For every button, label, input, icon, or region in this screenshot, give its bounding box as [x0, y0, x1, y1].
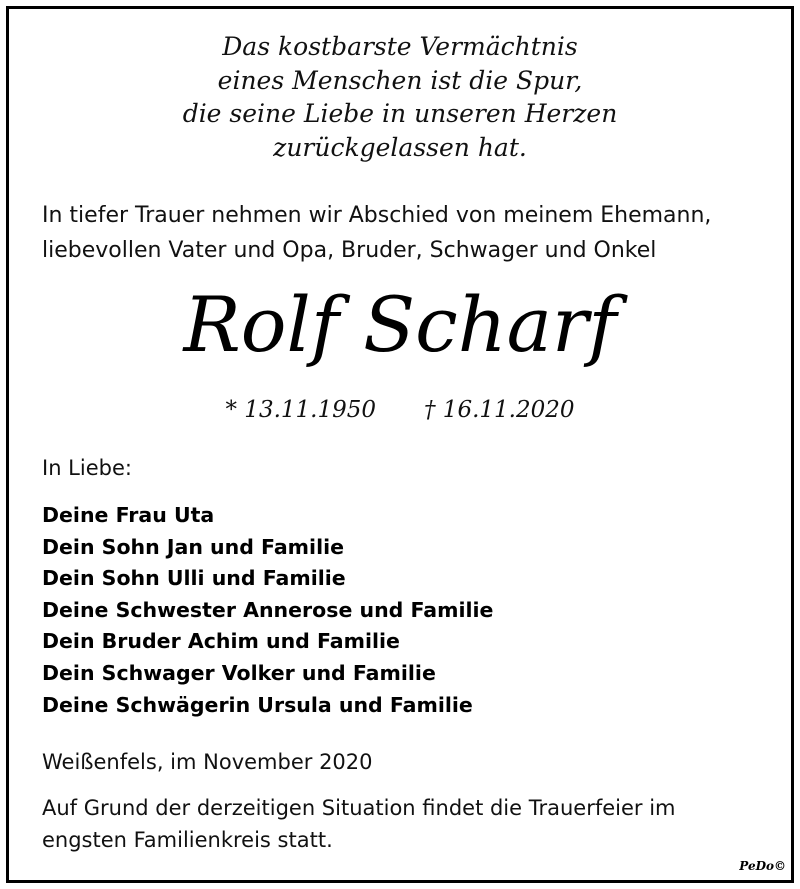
intro-line: liebevollen Vater und Opa, Bruder, Schwager und Onkel: [42, 238, 657, 263]
mourner-entry: Dein Sohn Ulli und Familie: [42, 566, 346, 591]
mourners-list: [42, 500, 493, 721]
place-and-date: Weißenfels, im November 2020: [42, 750, 373, 774]
life-dates: [0, 392, 800, 428]
mourner-entry: Deine Frau Uta: [42, 503, 215, 527]
mourner-entry: Dein Sohn Jan und Familie: [42, 534, 345, 559]
deceased-name: Rolf Scharf: [183, 280, 617, 369]
death-date: † 16.11.2020: [424, 397, 575, 423]
mourner-entry: Deine Schwester Annerose und Familie: [42, 597, 494, 622]
intro-line: In tiefer Trauer nehmen wir Abschied von meinem Ehemann,: [42, 203, 712, 228]
memorial-quote: [0, 30, 800, 164]
mourner-entry: Deine Schwägerin Ursula und Familie: [42, 692, 473, 717]
mourner-entry: Dein Bruder Achim und Familie: [42, 629, 400, 654]
notice-line: Auf Grund der derzeitigen Situation findet die Trauerfeier im: [42, 796, 676, 820]
publisher-mark: PeDo©: [739, 859, 786, 873]
quote-line: eines Menschen ist die Spur,: [217, 65, 583, 95]
quote-line: die seine Liebe in unseren Herzen: [182, 99, 618, 128]
quote-line: zurückgelassen hat.: [273, 132, 527, 162]
birth-date: * 13.11.1950: [225, 397, 376, 423]
mourner-entry: Dein Schwager Volker und Familie: [42, 660, 436, 685]
quote-line: Das kostbarste Vermächtnis: [222, 32, 578, 61]
notice-line: engsten Familienkreis statt.: [42, 828, 333, 852]
mourners-heading: In Liebe:: [42, 456, 132, 480]
funeral-notice: [42, 792, 676, 856]
intro-text: [42, 198, 711, 268]
